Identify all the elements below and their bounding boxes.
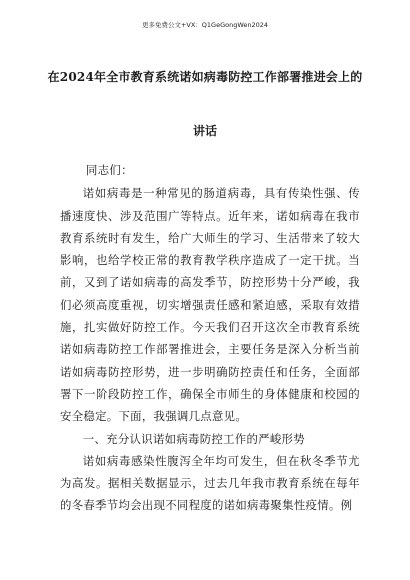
header-note: 更多免费公文+VX：Q1GeGongWen2024	[141, 21, 269, 29]
paragraph-section-1: 诺如病毒感染性腹泻全年均可发生，但在秋冬季节尤为高发。据相关数据显示，过去几年我市教育系统在每年的冬春季节均会出现不同程度的诺如病毒聚集性疫情。例	[60, 453, 360, 513]
paragraph-intro: 诺如病毒是一种常见的肠道病毒，具有传染性强、传播速度快、涉及范围广等特点。近年来，诺如病毒在我市教育系统时有发生，给广大师生的学习、生活带来了较大影响，也给学校正常的教育教学秩序造成了一定干扰。当前，又到了诺如病毒的高发季节，防控形势十分严峻，我们必须高度重视，切实增强责任感和紧迫感，采取有效措施，扎实做好防控工作。今天我们召开这次全市教育系统诺如病毒防控工作部署推进会，主要任务是深入分析当前诺如病毒防控形势，进一步明确防控责任和任务，全面部署下一阶段防控工作，确保全市师生的身体健康和校园的安全稳定。下面，我强调几点意见。	[60, 186, 360, 424]
document-body	[60, 159, 360, 517]
section-heading: 一、充分认识诺如病毒防控工作的严峻形势	[82, 431, 305, 446]
document-title: 在2024年全市教育系统诺如病毒防控工作部署推进会上的	[47, 70, 363, 84]
document-title-continued: 讲话	[192, 124, 217, 138]
salutation: 同志们：	[86, 163, 133, 177]
